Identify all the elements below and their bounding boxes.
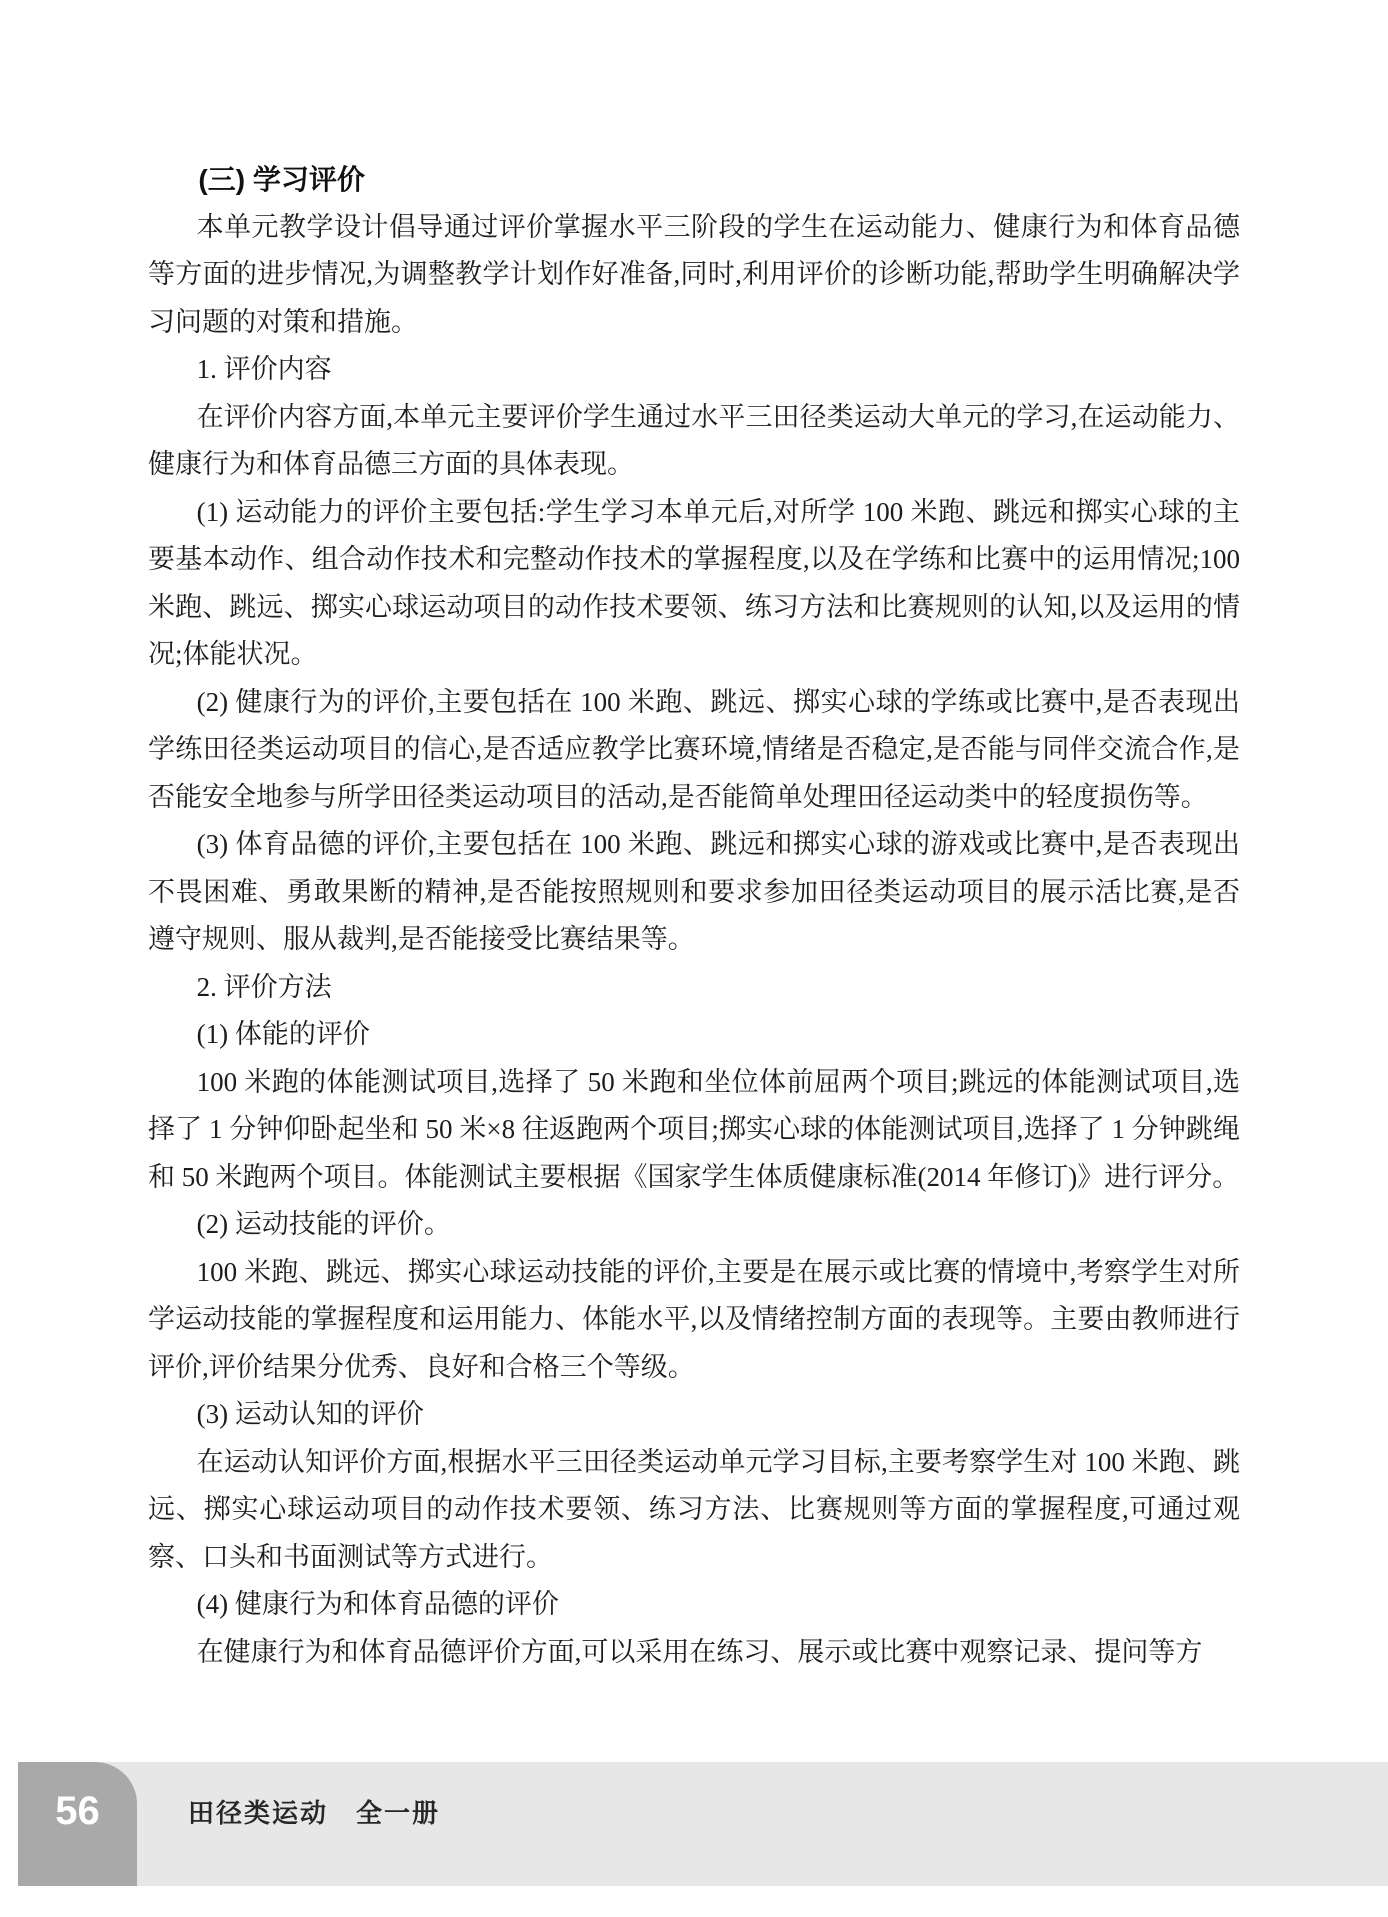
book-title-text: 田径类运动 全一册 xyxy=(188,1797,441,1828)
subheading: (2) 运动技能的评价。 xyxy=(196,1209,451,1239)
paragraph: (1) 运动能力的评价主要包括:学生学习本单元后,对所学 100 米跑、跳远和掷实心球的主要基本动作、组合动作技术和完整动作技术的掌握程度,以及在学练和比赛中的运用情况;100 米跑、跳远、掷实心球运动项目的动作技术要领、练习方法和比赛规则的认知,以及运用的情况;体能状况。 xyxy=(148,496,1240,669)
book-title xyxy=(188,1762,440,1886)
section-heading: (三) 学习评价 xyxy=(198,164,365,195)
subheading: (3) 运动认知的评价 xyxy=(196,1399,424,1429)
paragraph: (2) 健康行为的评价,主要包括在 100 米跑、跳远、掷实心球的学练或比赛中,是否表现出学练田径类运动项目的信心,是否适应教学比赛环境,情绪是否稳定,是否能与同伴交流合作,是否能安全地参与所学田径类运动项目的活动,是否能简单处理田径运动类中的轻度损伤等。 xyxy=(148,686,1240,812)
page-number: 56 xyxy=(55,1788,100,1833)
paragraph: 100 米跑的体能测试项目,选择了 50 米跑和坐位体前屈两个项目;跳远的体能测试项目,选择了 1 分钟仰卧起坐和 50 米×8 往返跑两个项目;掷实心球的体能测试项目,选择了 1 分钟跳绳和 50 米跑两个项目。体能测试主要根据《国家学生体质健康标准(2014 年修订)》进行评分。 xyxy=(148,1066,1240,1192)
subheading: 2. 评价方法 xyxy=(196,971,332,1002)
paragraph-container xyxy=(148,204,1240,1677)
paragraph: 在运动认知评价方面,根据水平三田径类运动单元学习目标,主要考察学生对 100 米跑、跳远、掷实心球运动项目的动作技术要领、练习方法、比赛规则等方面的掌握程度,可通过观察、口头和书面测试等方式进行。 xyxy=(148,1446,1240,1572)
subheading: 1. 评价内容 xyxy=(196,354,332,384)
paragraph: 在评价内容方面,本单元主要评价学生通过水平三田径类运动大单元的学习,在运动能力、健康行为和体育品德三方面的具体表现。 xyxy=(148,401,1240,479)
paragraph: 本单元教学设计倡导通过评价掌握水平三阶段的学生在运动能力、健康行为和体育品德等方面的进步情况,为调整教学计划作好准备,同时,利用评价的诊断功能,帮助学生明确解决学习问题的对策和措施。 xyxy=(148,211,1240,337)
paragraph: (3) 体育品德的评价,主要包括在 100 米跑、跳远和掷实心球的游戏或比赛中,是否表现出不畏困难、勇敢果断的精神,是否能按照规则和要求参加田径类运动项目的展示活比赛,是否遵守规则、服从裁判,是否能接受比赛结果等。 xyxy=(148,829,1240,954)
subheading: (1) 体能的评价 xyxy=(196,1019,370,1049)
paragraph: 100 米跑、跳远、掷实心球运动技能的评价,主要是在展示或比赛的情境中,考察学生对所学运动技能的掌握程度和运用能力、体能水平,以及情绪控制方面的表现等。主要由教师进行评价,评价结果分优秀、良好和合格三个等级。 xyxy=(148,1256,1240,1382)
subheading: (4) 健康行为和体育品德的评价 xyxy=(196,1589,559,1619)
page-body xyxy=(148,156,1240,1676)
page-number-tab xyxy=(18,1762,137,1886)
paragraph: 在健康行为和体育品德评价方面,可以采用在练习、展示或比赛中观察记录、提问等方 xyxy=(196,1636,1203,1667)
